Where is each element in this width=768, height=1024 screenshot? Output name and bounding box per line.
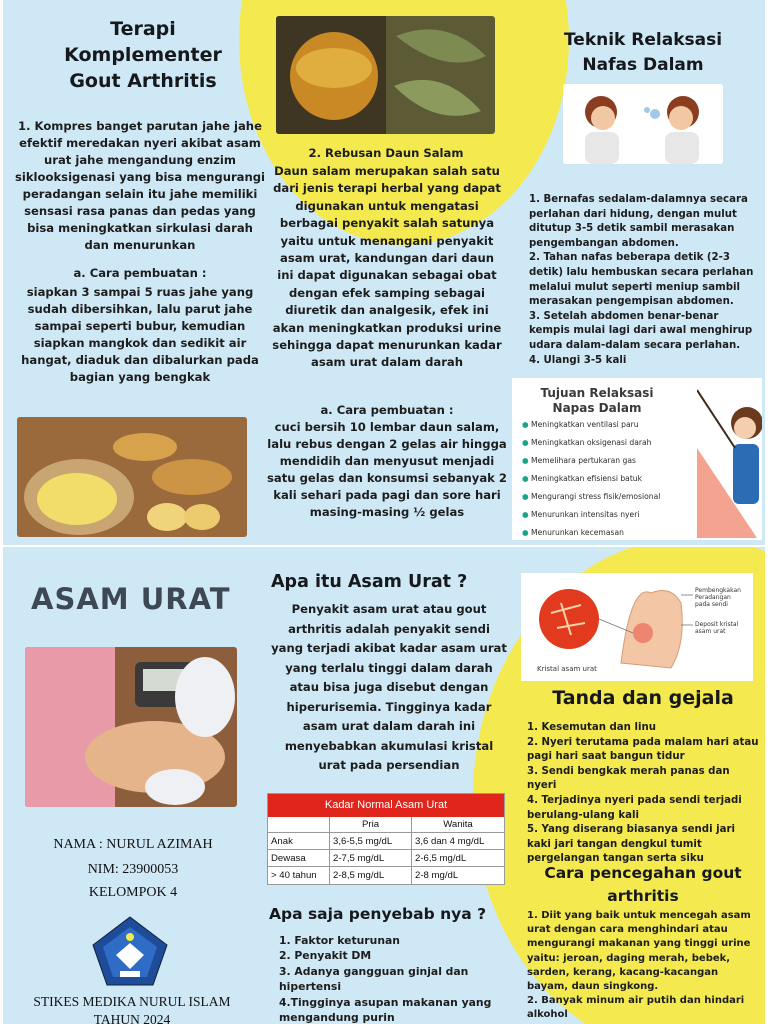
table-cell: 2-7,5 mg/dL bbox=[330, 850, 412, 866]
table-header: Wanita bbox=[443, 819, 473, 830]
bottom-panel bbox=[3, 547, 765, 1024]
step-item: 2. Tahan nafas beberapa detik (2-3 detik) lalu hembuskan secara perlahan melalui mulut seperti meniup sambil merasakan pengempisan abdomen. bbox=[529, 252, 754, 308]
table-header-row bbox=[268, 817, 504, 833]
cara-pembuatan-jahe-text: siapkan 3 sampai 5 ruas jahe yang sudah dibersihkan, lalu parut jahe sampai seperti bubur, kemudian siapkan mangkok dan sedikit air hangat, diaduk dan dibalurkan pada bagian yang bengkak bbox=[21, 285, 259, 384]
penyebab-item: 2. Penyakit DM bbox=[279, 949, 372, 963]
table-row bbox=[268, 833, 504, 850]
tujuan-item: Meningkatkan oksigenasi darah bbox=[531, 438, 652, 447]
tujuan-title: Tujuan Relaksasi Napas Dalam bbox=[540, 386, 654, 415]
ginger-illustration bbox=[17, 417, 247, 537]
tujuan-card bbox=[512, 378, 762, 540]
tujuan-item-row: ● Mengurangi stress fisik/emosional bbox=[522, 492, 661, 501]
table-cell: 2-8 mg/dL bbox=[415, 870, 459, 881]
table-cell: Dewasa bbox=[268, 850, 330, 866]
tea-illustration bbox=[276, 16, 495, 134]
tanda-list bbox=[527, 721, 761, 867]
table-header bbox=[268, 817, 330, 832]
apa-itu-title: Apa itu Asam Urat ? bbox=[271, 572, 468, 592]
apa-itu-text: Penyakit asam urat atau gout arthritis adalah penyakit sendi yang terjadi akibat kadar asam urat yang terlalu tinggi dalam darah atau bisa juga disebut dengan hiperurisemia. Tingginya kadar asam urat dalam darah ini menyebabkan akumulasi kristal urat pada persendian bbox=[271, 602, 507, 772]
table-cell: Anak bbox=[268, 833, 330, 849]
table-cell: > 40 tahun bbox=[268, 867, 330, 884]
cara-pembuatan-title: a. Cara pembuatan : bbox=[73, 266, 207, 280]
penyebab-title: Apa saja penyebab nya ? bbox=[269, 905, 487, 923]
terapi-title: Terapi Komplementer Gout Arthritis bbox=[64, 18, 222, 92]
pencegahan-item: 1. Diit yang baik untuk mencegah asam urat dengan cara menghindari atau mengurangi makanan yang tinggi urine yaitu: jeroan, daging merah, bebek, sarden, kerang, kacang-kacangan bayam, daun singkong. bbox=[527, 910, 751, 993]
ginger-photo bbox=[17, 417, 247, 537]
teacher-illustration bbox=[697, 388, 762, 538]
daun-salam-text: Daun salam merupakan salah satu dari jenis terapi herbal yang dapat digunakan untuk mengatasi berbagai penyakit salah satunya yaitu untuk menangani penyakit asam urat, kandungan dari daun ini dapat digunakan sebagai obat dengan efek samping sebagai diuretik dan analgesik, efek ini akan meningkatkan produksi urine sehingga dapat menurunkan kadar asam urat dalam darah bbox=[272, 164, 502, 370]
kelompok-text: KELOMPOK 4 bbox=[88, 885, 178, 900]
breathing-icon bbox=[563, 84, 723, 164]
pembengkakan-label: Pembengkakan Peradangan pada sendi bbox=[695, 587, 741, 608]
tujuan-list bbox=[522, 416, 712, 542]
gout-diagram bbox=[521, 573, 753, 681]
glucometer-illustration bbox=[25, 647, 237, 807]
daun-salam-title: 2. Rebusan Daun Salam bbox=[308, 146, 464, 160]
cara-pembuatan-title-2: a. Cara pembuatan : bbox=[320, 403, 454, 417]
table-cell: 3,6 dan 4 mg/dL bbox=[415, 836, 485, 847]
penyebab-item: 4.Tingginya asupan makanan yang mengandung purin bbox=[279, 995, 492, 1024]
pencegahan-title: Cara pencegahan gout arthritis bbox=[544, 864, 742, 905]
tanda-item: 3. Sendi bengkak merah panas dan nyeri bbox=[527, 765, 730, 792]
tanda-gejala-title: Tanda dan gejala bbox=[552, 687, 734, 709]
kristal-label: Kristal asam urat bbox=[537, 665, 597, 673]
tujuan-item-row: ● Meningkatkan ventilasi paru bbox=[522, 420, 639, 429]
asam-urat-title: ASAM URAT bbox=[31, 582, 231, 616]
tujuan-item: Menurunkan intensitas nyeri bbox=[531, 510, 640, 519]
step-item: 3. Setelah abdomen benar-benar kempis mulai lagi dari awal menghirup udara dalam-dalam secara perlahan. bbox=[529, 310, 753, 351]
top-panel bbox=[3, 0, 765, 545]
tujuan-item-row: ● Menurunkan kecemasan bbox=[522, 528, 624, 537]
table-title: Kadar Normal Asam Urat bbox=[268, 794, 504, 817]
institution-logo bbox=[91, 915, 169, 987]
tujuan-item-row: ● Memelihara pertukaran gas bbox=[522, 456, 636, 465]
tujuan-item-row: ● Menurunkan intensitas nyeri bbox=[522, 510, 640, 519]
tujuan-item: Menurunkan kecemasan bbox=[531, 528, 624, 537]
tanda-item: 4. Terjadinya nyeri pada sendi terjadi berulang-ulang kali bbox=[527, 794, 742, 821]
year-text: TAHUN 2024 bbox=[93, 1012, 171, 1024]
gout-test-photo bbox=[25, 647, 237, 807]
penyebab-list bbox=[279, 933, 509, 1024]
pencegahan-list bbox=[527, 909, 761, 1023]
table-cell: 2-6,5 mg/dL bbox=[415, 853, 467, 864]
deposit-label: Deposit kristal asam urat bbox=[695, 621, 739, 635]
tujuan-item: Meningkatkan efisiensi batuk bbox=[531, 474, 643, 483]
tujuan-item-row: ● Meningkatkan oksigenasi darah bbox=[522, 438, 652, 447]
table-cell: 3,6-5,5 mg/dL bbox=[330, 833, 412, 849]
tujuan-item: Meningkatkan ventilasi paru bbox=[531, 420, 639, 429]
tujuan-item: Memelihara pertukaran gas bbox=[531, 456, 636, 465]
step-item: 4. Ulangi 3-5 kali bbox=[529, 354, 627, 366]
relaksasi-steps bbox=[529, 193, 761, 368]
nama-text: NAMA : NURUL AZIMAH bbox=[53, 837, 213, 852]
penyebab-item: 3. Adanya gangguan ginjal dan hipertensi bbox=[279, 964, 469, 994]
step-item: 1. Bernafas sedalam-dalamnya secara perlahan dari hidung, dengan mulut ditutup 3-5 detik sambil merasakan pengembangan abdomen. bbox=[529, 194, 748, 249]
kompres-jahe-text: 1. Kompres banget parutan jahe jahe efektif meredakan nyeri akibat asam urat jahe mengandung enzim siklooksigenasi yang bisa mengurangi peradangan selain itu jahe memiliki sensasi rasa panas dan pedas yang bisa meningkatkan sirkulasi darah dan menurunkan bbox=[14, 119, 266, 252]
breathing-illustration bbox=[563, 84, 723, 164]
tanda-item: 1. Kesemutan dan linu bbox=[527, 722, 656, 733]
table-cell: 2-8,5 mg/dL bbox=[330, 867, 412, 884]
table-row bbox=[268, 850, 504, 867]
relaksasi-title: Teknik Relaksasi Nafas Dalam bbox=[563, 30, 723, 75]
penyebab-item: 1. Faktor keturunan bbox=[279, 934, 400, 947]
kadar-normal-table bbox=[267, 793, 505, 885]
tujuan-item: Mengurangi stress fisik/emosional bbox=[531, 492, 661, 501]
tanda-item: 5. Yang diserang biasanya sendi jari kaki jari tangan dengkul tumit pergelangan tangan serta siku bbox=[527, 824, 736, 865]
table-header: Pria bbox=[330, 817, 412, 832]
cara-pembuatan-salam-text: cuci bersih 10 lembar daun salam, lalu rebus dengan 2 gelas air hingga mendidih dan menyusut menjadi satu gelas dan konsumsi sebanyak 2 kali sehari pada pagi dan sore hari masing-masing ½ gelas bbox=[267, 420, 507, 519]
tea-bayleaf-photo bbox=[276, 16, 495, 134]
table-row bbox=[268, 867, 504, 884]
tujuan-item-row: ● Meningkatkan efisiensi batuk bbox=[522, 474, 643, 483]
tanda-item: 2. Nyeri terutama pada malam hari atau pagi hari saat bangun tidur bbox=[527, 736, 759, 763]
pencegahan-item: 2. Banyak minum air putih dan hindari alkohol bbox=[527, 995, 745, 1021]
institution-text: STIKES MEDIKA NURUL ISLAM bbox=[33, 994, 231, 1009]
nim-text: NIM: 23900053 bbox=[87, 862, 179, 877]
